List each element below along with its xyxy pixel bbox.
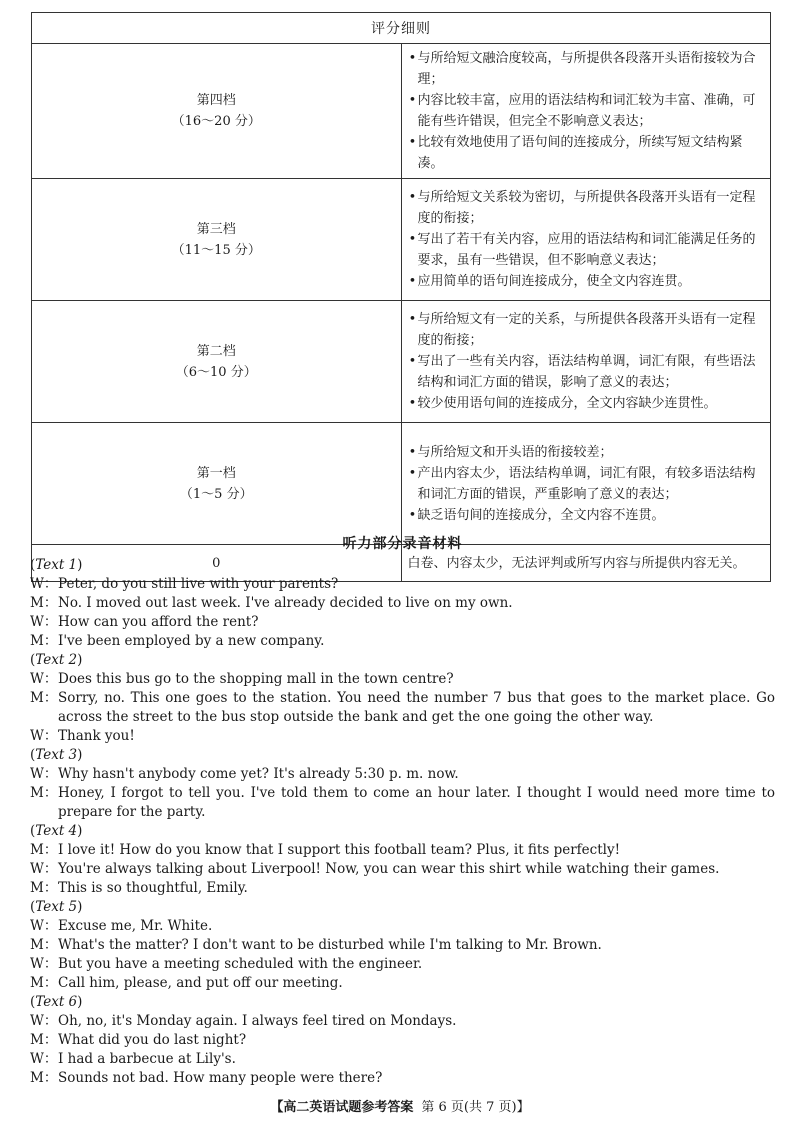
bullet-dot: • <box>408 51 417 66</box>
dialogue-text: Does this bus go to the shopping mall in the town centre? <box>58 671 454 687</box>
zero-criteria-cell: 白卷、内容太少，无法评判或所写内容与所提供内容无关。 <box>401 545 771 582</box>
band-level-cell <box>32 301 402 423</box>
paren-open: ( <box>30 899 36 915</box>
speaker-label: W： <box>30 1051 58 1067</box>
speaker-label: W： <box>30 576 58 592</box>
dialogue-text: Honey, I forgot to tell you. I've told them to come an hour later. I thought I would need more time to prepare for the party. <box>58 785 775 820</box>
dialogue-text: Oh, no, it's Monday again. I always feel tired on Mondays. <box>58 1013 457 1029</box>
speaker-label: M： <box>30 975 58 991</box>
band-score-range: （11～15 分） <box>171 242 261 258</box>
speaker-label: W： <box>30 766 58 782</box>
speaker-label: W： <box>30 861 58 877</box>
dialogue-line <box>30 1050 775 1069</box>
paren-close: ) <box>77 899 83 915</box>
criterion-item <box>408 351 763 393</box>
band-score-range: （1～5 分） <box>179 486 253 502</box>
criterion-item <box>408 187 763 229</box>
dialogue-text: How can you afford the rent? <box>58 614 259 630</box>
band-criteria-cell <box>401 44 771 179</box>
speaker-label: M： <box>30 785 58 801</box>
bullet-dot: • <box>408 465 417 481</box>
dialogue-line <box>30 1012 775 1031</box>
dialogue-text: Call him, please, and put off our meeting. <box>58 975 343 991</box>
band-score-range: （16～20 分） <box>171 114 261 129</box>
paren-close: ) <box>77 994 83 1010</box>
criterion-text: 与所给短文融洽度较高，与所提供各段落开头语衔接较为合理； <box>417 51 756 87</box>
text-label <box>30 746 775 765</box>
listening-transcript <box>30 535 775 1088</box>
text-label-name: Text 4 <box>35 823 78 839</box>
speaker-label: W： <box>30 728 58 744</box>
speaker-label: M： <box>30 595 58 611</box>
rubric-band-row <box>32 179 771 301</box>
dialogue-text: No. I moved out last week. I've already decided to live on my own. <box>58 595 513 611</box>
text-label <box>30 898 775 917</box>
footer-page-number: 第 6 页(共 7 页)】 <box>421 1100 530 1115</box>
text-label-name: Text 6 <box>35 994 78 1010</box>
dialogue-text: What's the matter? I don't want to be disturbed while I'm talking to Mr. Brown. <box>58 937 602 953</box>
criterion-item <box>408 442 763 463</box>
criterion-item <box>408 48 763 90</box>
dialogue-line <box>30 974 775 993</box>
dialogue-line <box>30 955 775 974</box>
bullet-dot: • <box>408 396 417 411</box>
speaker-label: M： <box>30 937 58 953</box>
text-label <box>30 993 775 1012</box>
dialogue-line <box>30 841 775 860</box>
rubric-band-row <box>32 423 771 545</box>
paren-open: ( <box>30 823 36 839</box>
bullet-dot: • <box>408 312 417 327</box>
dialogue-text: Excuse me, Mr. White. <box>58 918 213 934</box>
criterion-text: 比较有效地使用了语句间的连接成分，所续写短文结构紧凑。 <box>417 135 743 171</box>
criterion-text: 缺乏语句间的连接成分，全文内容不连贯。 <box>417 507 665 523</box>
bullet-dot: • <box>408 232 417 247</box>
band-name: 第三档 <box>196 221 236 237</box>
dialogue-line <box>30 613 775 632</box>
dialogue-text: But you have a meeting scheduled with the engineer. <box>58 956 423 972</box>
footer-title: 【高二英语试题参考答案 <box>270 1100 414 1115</box>
dialogue-text: I've been employed by a new company. <box>58 633 325 649</box>
paren-close: ) <box>77 823 83 839</box>
bullet-dot: • <box>408 354 417 369</box>
page-footer <box>0 1096 800 1115</box>
dialogue-line <box>30 575 775 594</box>
dialogue-line <box>30 765 775 784</box>
speaker-label: M： <box>30 690 58 706</box>
criterion-text: 与所给短文和开头语的衔接较差； <box>417 444 613 460</box>
speaker-label: M： <box>30 1032 58 1048</box>
band-level-cell <box>32 179 402 301</box>
text-label-name: Text 3 <box>35 747 78 763</box>
scoring-rubric-table <box>31 12 771 582</box>
paren-open: ( <box>30 557 36 573</box>
dialogue-line <box>30 632 775 651</box>
dialogue-text: Why hasn't anybody come yet? It's already 5:30 p. m. now. <box>58 766 459 782</box>
text-label <box>30 822 775 841</box>
band-level-cell <box>32 44 402 179</box>
rubric-band-row <box>32 44 771 179</box>
criterion-text: 产出内容太少，语法结构单调，词汇有限，有较多语法结构和词汇方面的错误，严重影响了意义的表达； <box>417 465 756 502</box>
paren-open: ( <box>30 994 36 1010</box>
speaker-label: W： <box>30 918 58 934</box>
dialogue-line <box>30 1069 775 1088</box>
dialogue-text: Peter, do you still live with your parents? <box>58 576 339 592</box>
text-label-name: Text 5 <box>35 899 78 915</box>
speaker-label: M： <box>30 880 58 896</box>
dialogue-text: Thank you! <box>58 728 135 744</box>
dialogue-line <box>30 727 775 746</box>
speaker-label: W： <box>30 671 58 687</box>
criterion-text: 写出了一些有关内容，语法结构单调，词汇有限，有些语法结构和词汇方面的错误，影响了意义的表达； <box>417 354 756 390</box>
criterion-text: 较少使用语句间的连接成分，全文内容缺少连贯性。 <box>417 396 717 411</box>
criterion-text: 与所给短文关系较为密切，与所提供各段落开头语有一定程度的衔接； <box>417 190 756 226</box>
band-criteria-cell <box>401 423 771 545</box>
text-label-name: Text 1 <box>35 557 78 573</box>
dialogue-line <box>30 689 775 727</box>
paren-open: ( <box>30 747 36 763</box>
band-score-range: （6～10 分） <box>175 364 257 380</box>
speaker-label: W： <box>30 956 58 972</box>
criterion-item <box>408 463 763 505</box>
text-label-name: Text 2 <box>35 652 78 668</box>
dialogue-line <box>30 1031 775 1050</box>
speaker-label: W： <box>30 1013 58 1029</box>
dialogue-line <box>30 917 775 936</box>
bullet-dot: • <box>408 274 417 289</box>
bullet-dot: • <box>408 444 417 460</box>
bullet-dot: • <box>408 507 417 523</box>
text-label <box>30 651 775 670</box>
paren-close: ) <box>77 652 83 668</box>
speaker-label: M： <box>30 633 58 649</box>
zero-score-cell: 0 <box>32 545 402 582</box>
dialogue-text: You're always talking about Liverpool! Now, you can wear this shirt while watching their games. <box>58 861 720 877</box>
text-label <box>30 556 775 575</box>
dialogue-line <box>30 936 775 955</box>
rubric-band-row <box>32 301 771 423</box>
criterion-text: 内容比较丰富，应用的语法结构和词汇较为丰富、准确，可能有些许错误，但完全不影响意义表达； <box>417 93 756 129</box>
dialogue-line <box>30 879 775 898</box>
rubric-header: 评分细则 <box>32 13 771 44</box>
dialogue-text: This is so thoughtful, Emily. <box>58 880 248 896</box>
paren-close: ) <box>77 557 83 573</box>
transcript-title: 听力部分录音材料 <box>342 536 463 552</box>
band-criteria-cell <box>401 301 771 423</box>
speaker-label: M： <box>30 1070 58 1086</box>
speaker-label: W： <box>30 614 58 630</box>
band-name: 第四档 <box>196 93 236 108</box>
criterion-item <box>408 132 763 174</box>
dialogue-line <box>30 670 775 689</box>
dialogue-text: Sorry, no. This one goes to the station. You need the number 7 bus that goes to the market place. Go across the street to the bus stop outside the bank and get the one going the other way. <box>58 690 775 725</box>
dialogue-line <box>30 784 775 822</box>
speaker-label: M： <box>30 842 58 858</box>
band-criteria-cell <box>401 179 771 301</box>
criterion-text: 与所给短文有一定的关系，与所提供各段落开头语有一定程度的衔接； <box>417 312 756 348</box>
band-level-cell <box>32 423 402 545</box>
criterion-item <box>408 90 763 132</box>
bullet-dot: • <box>408 93 417 108</box>
criterion-item <box>408 309 763 351</box>
dialogue-line <box>30 594 775 613</box>
dialogue-line <box>30 860 775 879</box>
bullet-dot: • <box>408 190 417 205</box>
dialogue-text: I had a barbecue at Lily's. <box>58 1051 236 1067</box>
band-name: 第二档 <box>196 343 236 359</box>
paren-close: ) <box>77 747 83 763</box>
band-name: 第一档 <box>196 465 236 481</box>
dialogue-text: What did you do last night? <box>58 1032 247 1048</box>
criterion-item <box>408 505 763 526</box>
criterion-text: 写出了若干有关内容，应用的语法结构和词汇能满足任务的要求，虽有一些错误，但不影响意义表达； <box>417 232 756 268</box>
criterion-item <box>408 271 763 292</box>
dialogue-text: I love it! How do you know that I support this football team? Plus, it fits perfectly! <box>58 842 621 858</box>
criterion-item <box>408 229 763 271</box>
paren-open: ( <box>30 652 36 668</box>
bullet-dot: • <box>408 135 417 150</box>
criterion-item <box>408 393 763 414</box>
criterion-text: 应用简单的语句间连接成分，使全文内容连贯。 <box>417 274 691 289</box>
dialogue-text: Sounds not bad. How many people were there? <box>58 1070 383 1086</box>
